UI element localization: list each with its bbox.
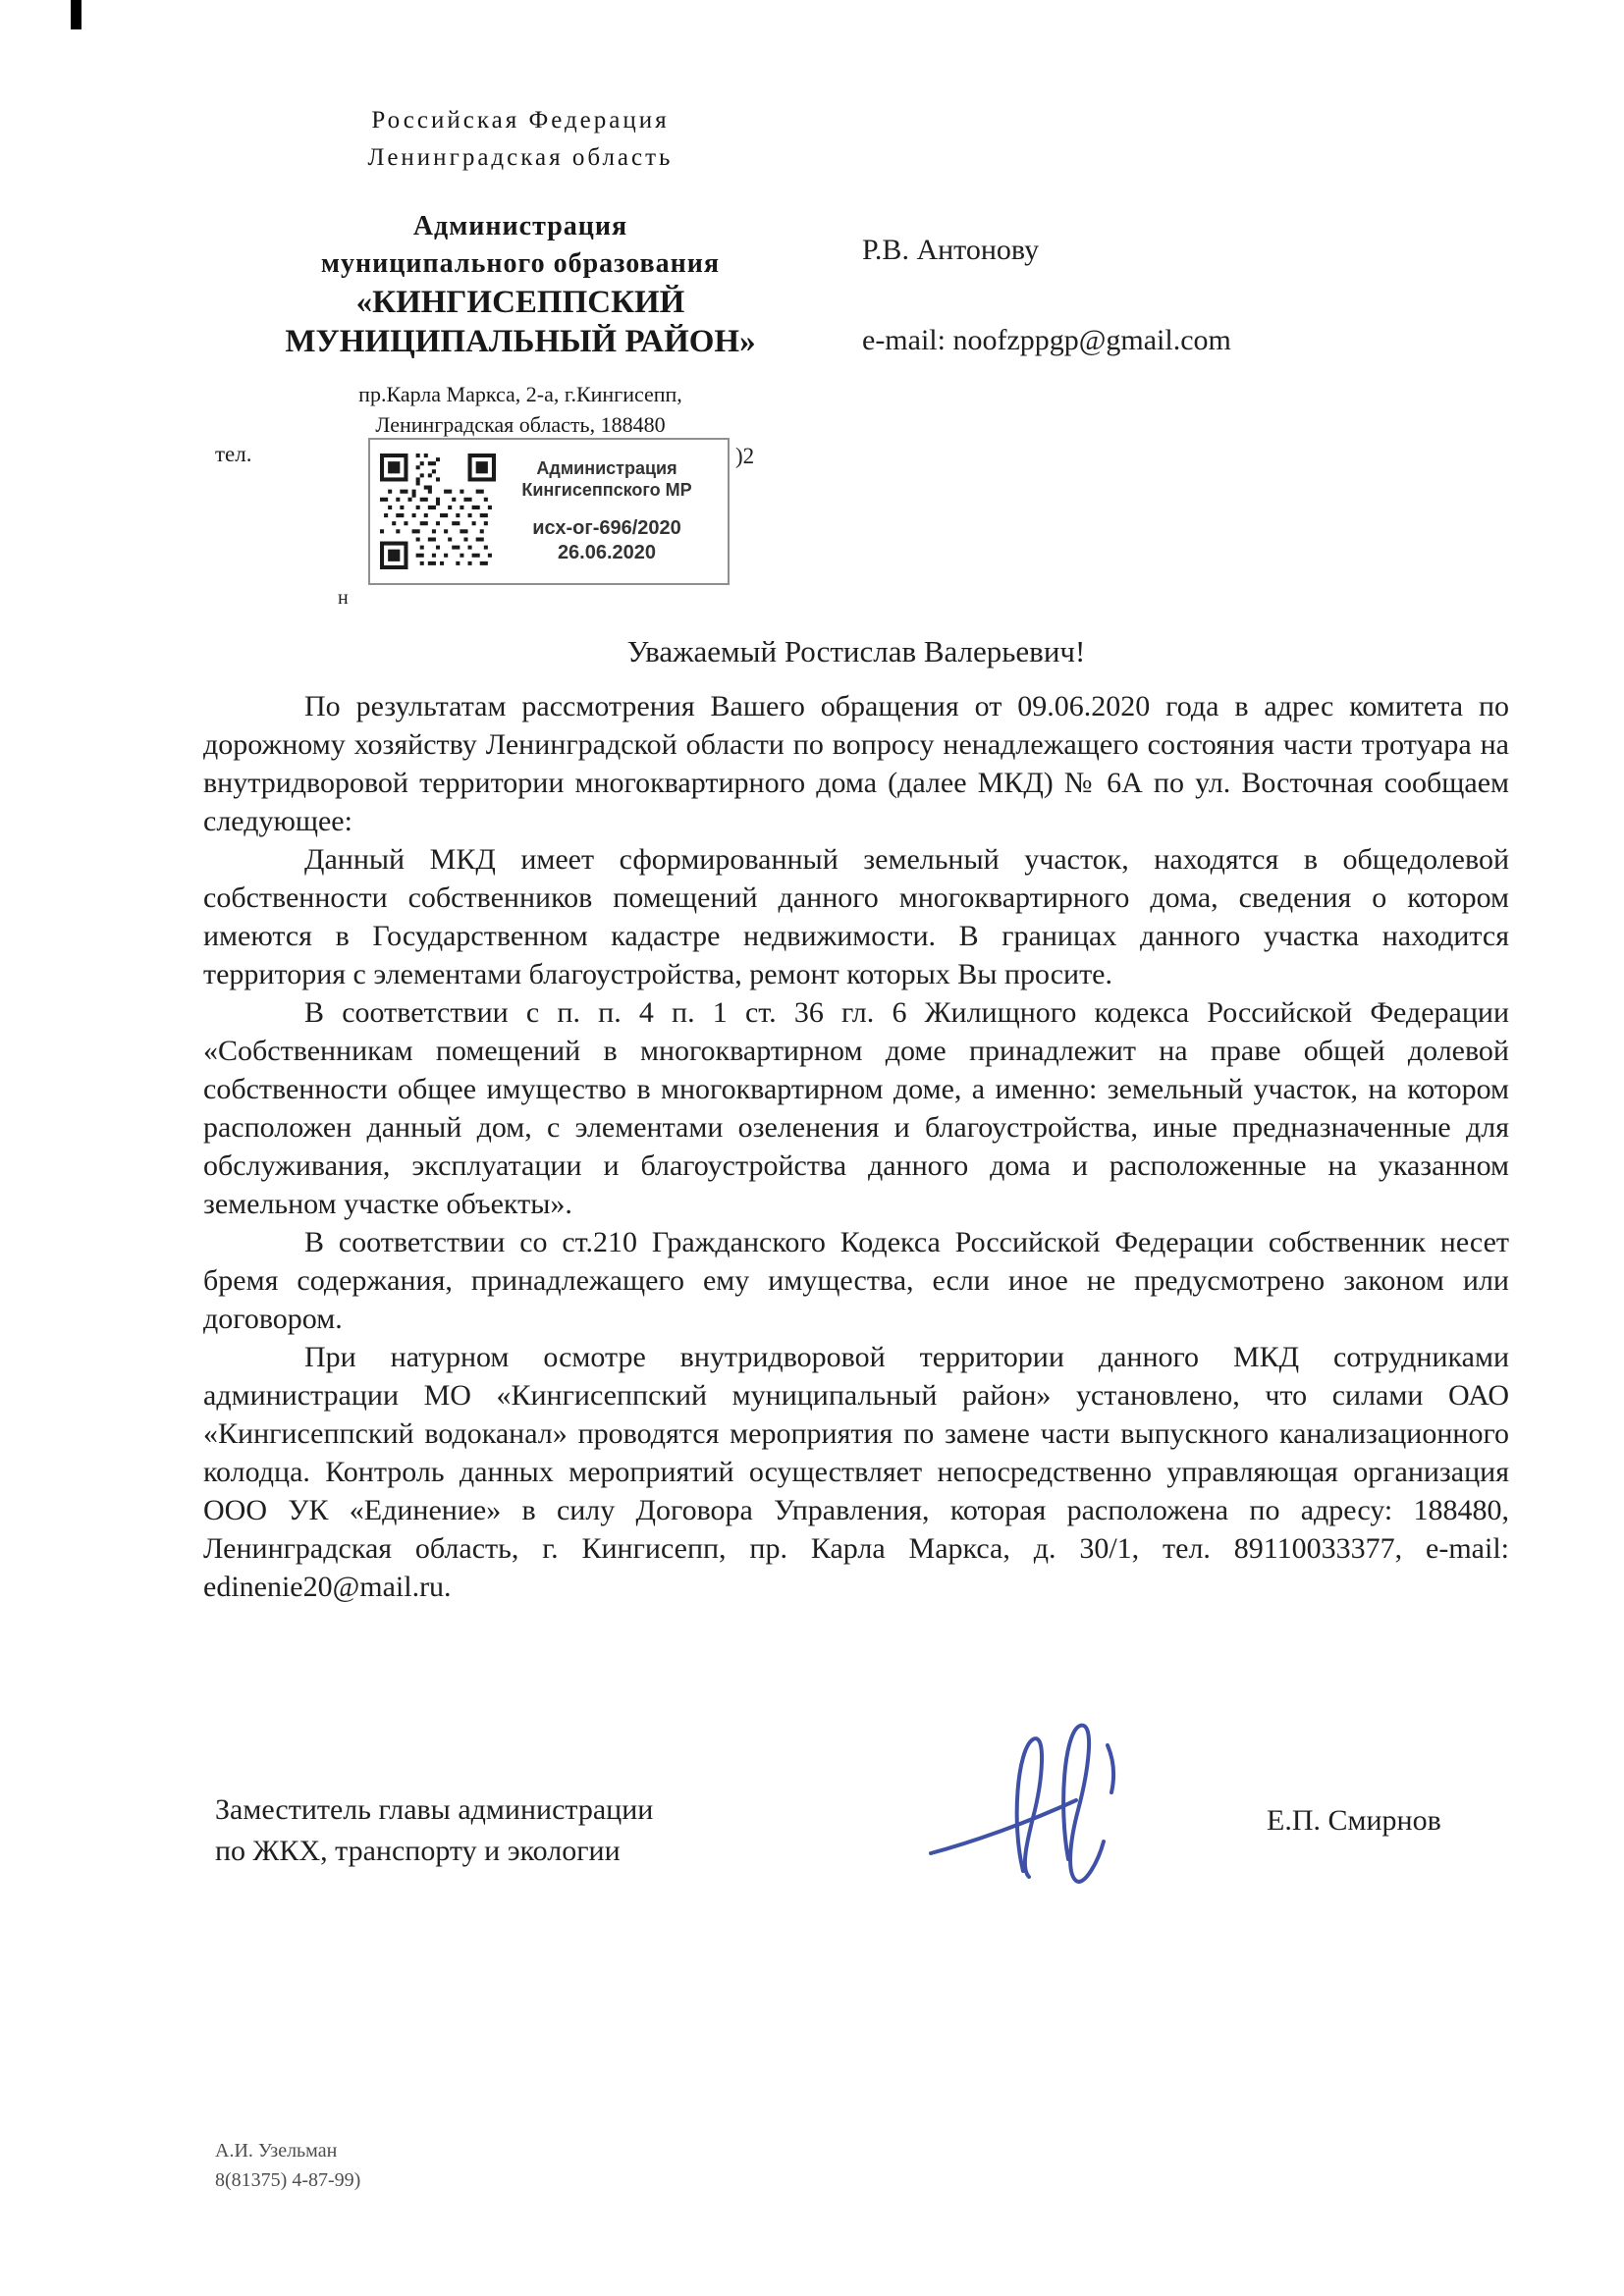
recipient-name: Р.В. Антонову — [862, 234, 1040, 266]
body-paragraph: В соответствии с п. п. 4 п. 1 ст. 36 гл. 6 Жилищного кодекса Российской Федерации «Собственникам помещений в многоквартирном доме принадлежит на праве общей долевой собственности общее имущество в многоквартирном доме, а именно: земельный участок, на котором расположен данный дом, с элементами озеленения и благоустройства, иные предназначенные для обслуживания, эксплуатации и благоустройства данного дома и расположенные на указанном земельном участке объекты». — [203, 996, 1509, 1220]
body-paragraph: Данный МКД имеет сформированный земельный участок, находятся в общедолевой собственности собственников помещений данного многоквартирного дома, сведения о котором имеются в Государственном кадастре недвижимости. В границах данного участка находится территория с элементами благоустройства, ремонт которых Вы просите. — [203, 843, 1509, 990]
scan-artifact — [71, 0, 81, 29]
stamp-org-line2: Кингисеппского МР — [521, 480, 692, 500]
stamp-org-line1: Администрация — [536, 458, 677, 478]
letterhead-address-line1: пр.Карла Маркса, 2-а, г.Кингисепп, — [358, 382, 682, 406]
executor-name: А.И. Узельман — [215, 2140, 338, 2162]
body-paragraph: По результатам рассмотрения Вашего обращения от 09.06.2020 года в адрес комитета по дорожному хозяйству Ленинградской области по вопросу ненадлежащего состояния части тротуара на внутридворовой территории многоквартирного дома (далее МКД) № 6А по ул. Восточная сообщаем следующее: — [203, 690, 1509, 837]
recipient-email: e-mail: noofzppgp@gmail.com — [862, 324, 1231, 356]
letterhead-org-line1: Администрация — [412, 211, 628, 241]
stamp-text — [496, 457, 718, 565]
letter-body — [203, 687, 1509, 1606]
body-paragraph: При натурном осмотре внутридворовой территории данного МКД сотрудниками администрации МО «Кингисеппский муниципальный район» установлено, что силами ОАО «Кингисеппский водоканал» проводятся мероприятия по замене части выпускного канализационного колодца. Контроль данных мероприятий осуществляет непосредственно управляющая организация ООО УК «Единение» в силу Договора Управления, которая расположена по адресу: 188480, Ленинградская область, г. Кингисепп, пр. Карла Маркса, д. 30/1, тел. 89110033377, e-mail: edinenie20@mail.ru. — [203, 1341, 1509, 1603]
salutation: Уважаемый Ростислав Валерьевич! — [626, 634, 1086, 668]
phone-label: тел. — [215, 442, 252, 466]
executor-block — [215, 2136, 360, 2195]
letterhead-address-line2: Ленинградская область, 188480 — [375, 412, 666, 437]
signatory-title-line2: по ЖКХ, транспорту и экологии — [215, 1835, 621, 1867]
body-paragraph: В соответствии со ст.210 Гражданского Кодекса Российской Федерации собственник несет бремя содержания, принадлежащего ему имущества, если иное не предусмотрено законом или договором. — [203, 1226, 1509, 1335]
scan-text-artifact: н — [338, 587, 349, 609]
phone-fragment: )2 — [735, 444, 755, 468]
qr-code-icon — [380, 452, 496, 571]
signatory-title — [215, 1789, 653, 1872]
letterhead-org-line3: «КИНГИСЕППСКИЙ — [355, 285, 685, 320]
letterhead-org-line2: муниципального образования — [320, 248, 721, 279]
letterhead-country: Российская Федерация — [371, 107, 670, 133]
signature-scribble — [921, 1716, 1149, 1891]
stamp-date: 26.06.2020 — [557, 542, 657, 563]
registration-stamp — [368, 438, 730, 585]
recipient-block — [862, 234, 1231, 357]
letterhead — [255, 102, 785, 440]
stamp-outgoing-number: исх-ог-696/2020 — [532, 517, 681, 539]
signatory-name: Е.П. Смирнов — [1267, 1804, 1441, 1837]
letterhead-org-line4: МУНИЦИПАЛЬНЫЙ РАЙОН» — [285, 324, 756, 359]
letterhead-region: Ленинградская область — [367, 144, 674, 171]
executor-phone: 8(81375) 4-87-99) — [215, 2169, 361, 2191]
signatory-title-line1: Заместитель главы администрации — [215, 1793, 654, 1826]
